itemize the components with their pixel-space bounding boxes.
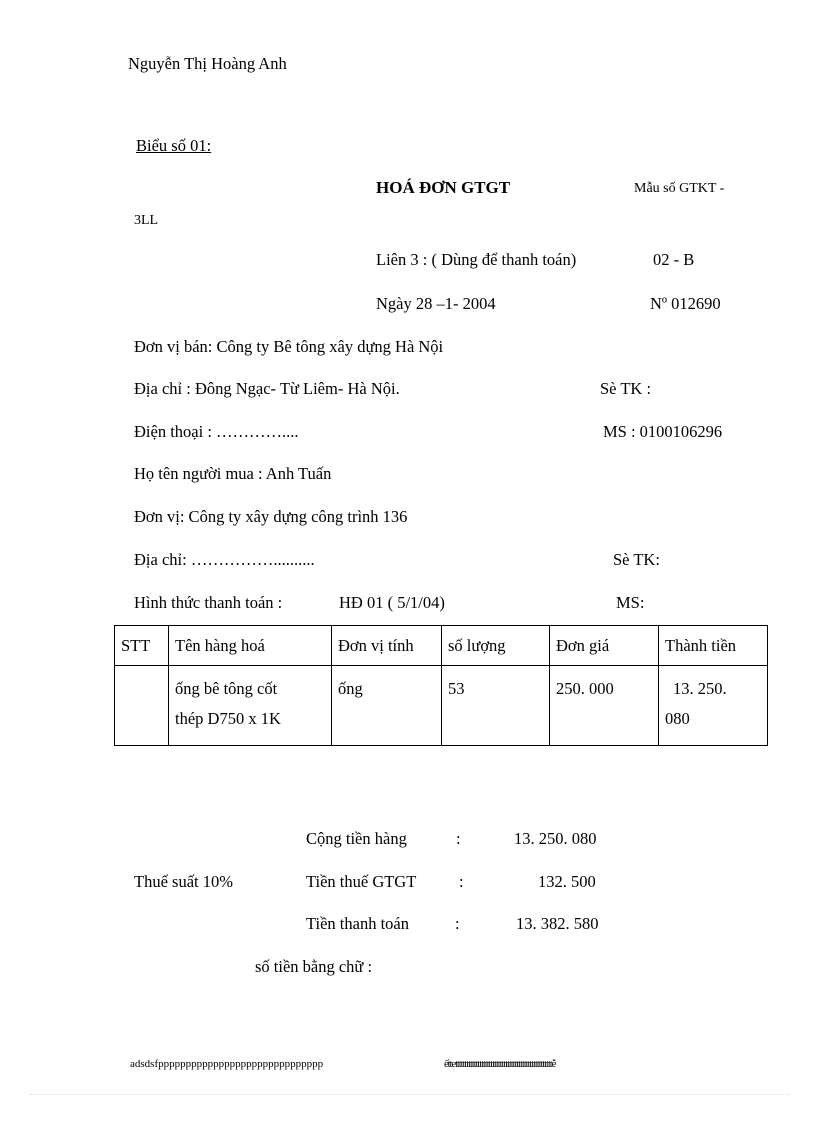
cell-price: 250. 000	[550, 666, 659, 746]
copy-code: 02 - B	[653, 250, 695, 269]
column-header-product: Tên hàng hoá	[169, 626, 332, 666]
seller-tax-code: MS : 0100106296	[603, 422, 723, 441]
author-name: Nguyễn Thị Hoàng Anh	[128, 54, 287, 73]
cell-stt	[115, 666, 169, 746]
cell-product-line1: ống bê tông cốt	[175, 679, 278, 698]
footer-scribble-left: adsdsfpppppppppppppppppppppppppppppp	[130, 1058, 324, 1070]
tax-label: Tiền thuế GTGT	[306, 872, 417, 891]
cell-unit: ống	[332, 666, 442, 746]
cell-product	[169, 666, 332, 746]
payment-method-value: HĐ 01 ( 5/1/04)	[339, 593, 445, 612]
invoice-title: HOÁ ĐƠN GTGT	[376, 178, 511, 197]
seller-phone: Điện thoại : …………....	[134, 422, 299, 441]
tax-value: 132. 500	[538, 872, 596, 891]
subtotal-separator: :	[456, 829, 461, 848]
tax-rate: Thuế suất 10%	[134, 872, 233, 891]
payment-method-label: Hình thức thanh toán :	[134, 593, 283, 612]
column-header-amount: Thành tiền	[659, 626, 768, 666]
invoice-items-table	[114, 625, 768, 746]
cell-product-line2: thép D750 x 1K	[175, 709, 281, 728]
seller-unit: Đơn vị bán: Công ty Bê tông xây dựng Hà Nội	[134, 337, 444, 356]
buyer-tax-code: MS:	[616, 593, 645, 612]
column-header-quantity: số lượng	[442, 626, 550, 666]
invoice-date: Ngày 28 –1- 2004	[376, 294, 496, 313]
column-header-price: Đơn giá	[550, 626, 659, 666]
total-separator: :	[455, 914, 460, 933]
form-number: Mẫu số GTKT -	[634, 181, 725, 196]
amount-in-words-label: số tiền bằng chữ :	[255, 957, 373, 976]
subtotal-value: 13. 250. 080	[514, 829, 597, 848]
total-label: Tiền thanh toán	[306, 914, 409, 933]
tax-separator: :	[459, 872, 464, 891]
cell-amount-line1: 13. 250.	[673, 679, 727, 698]
invoice-serial: Nº 012690	[650, 294, 721, 313]
form-label: Biểu số 01:	[136, 136, 212, 155]
footer-scribble-right: ếttettttttttttttttttttttttttttttttttttttttttttttttttttttễ	[444, 1058, 556, 1070]
copy-label: Liên 3 : ( Dùng để thanh toán)	[376, 250, 577, 269]
buyer-unit: Đơn vị: Công ty xây dựng công trình 136	[134, 507, 408, 526]
cell-amount-line2: 080	[665, 709, 690, 728]
form-number-suffix: 3LL	[134, 213, 159, 228]
buyer-name: Họ tên người mua : Anh Tuấn	[134, 464, 332, 483]
buyer-account: Sè TK:	[613, 550, 660, 569]
seller-address: Địa chỉ : Đông Ngạc- Từ Liêm- Hà Nội.	[134, 379, 400, 398]
table-header-row	[115, 626, 768, 666]
buyer-address: Địa chỉ: ……………..........	[134, 550, 315, 569]
total-value: 13. 382. 580	[516, 914, 599, 933]
column-header-stt: STT	[115, 626, 169, 666]
table-row	[115, 666, 768, 746]
page-bottom-divider	[30, 1094, 790, 1095]
column-header-unit: Đơn vị tính	[332, 626, 442, 666]
subtotal-label: Cộng tiền hàng	[306, 829, 407, 848]
cell-quantity: 53	[442, 666, 550, 746]
cell-amount	[659, 666, 768, 746]
seller-account: Sè TK :	[600, 379, 652, 398]
